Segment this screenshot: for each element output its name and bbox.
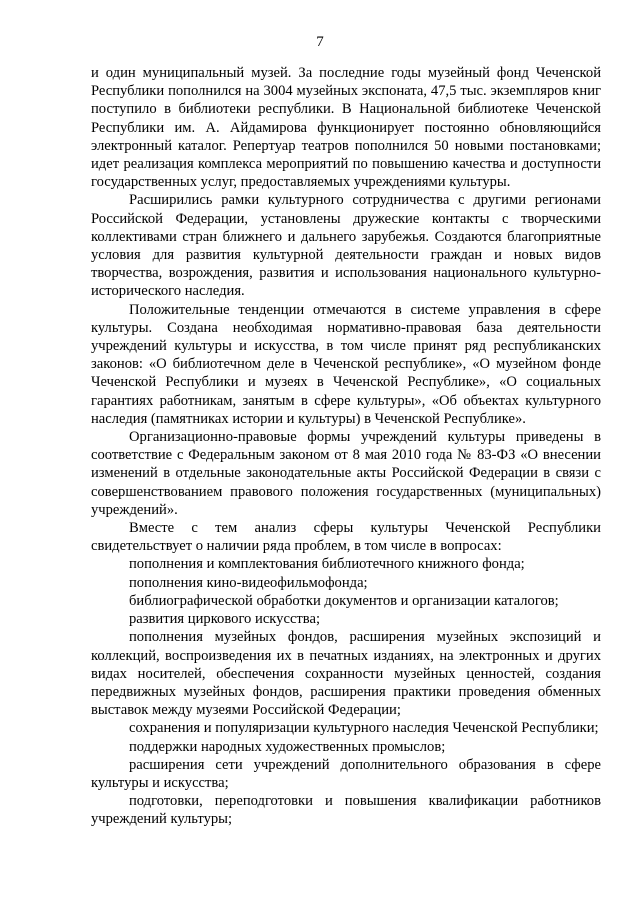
list-item-heritage: сохранения и популяризации культурного наследия Чеченской Республики; [129, 720, 599, 737]
paragraph-management: Положительные тенденции отмечаются в системе управления в сфере культуры. Создана необходимая нормативно-правовая база деятельности учреждений культуры и искусства, в том числе принят ряд республиканских законов: «О библиотечном деле в Чеченской республике», «О музейном фонде Чеченской Республики и музеях в Чеченской Республике», «О социальных гарантиях работникам, занятым в сфере культуры», «Об объектах культурного наследия (памятниках истории и культуры) в Чеченской Республике». [91, 301, 601, 427]
paragraph-problems-intro: Вместе с тем анализ сферы культуры Чеченской Республики свидетельствует о наличии ряда проблем, в том числе в вопросах: [91, 520, 601, 555]
page-number: 7 [316, 34, 324, 50]
paragraph-legal-forms: Организационно-правовые формы учреждений культуры приведены в соответствие с Федеральным законом от 8 мая 2010 года № 83-ФЗ «О внесении изменений в отдельные законодательные акты Российской Федерации в связи с совершенствованием правового положения государственных (муниципальных) учреждений». [91, 429, 601, 518]
document-body [91, 64, 601, 829]
list-item-bibliography: библиографической обработки документов и организации каталогов; [129, 592, 559, 609]
list-item-film-fund: пополнения кино-видеофильмофонда; [129, 574, 368, 591]
list-item-circus: развития циркового искусства; [129, 611, 321, 628]
list-item-folk-crafts: поддержки народных художественных промыслов; [129, 738, 446, 755]
list-item-library-fund: пополнения и комплектования библиотечного книжного фонда; [129, 556, 525, 573]
list-item-museum-funds: пополнения музейных фондов, расширения музейных экспозиций и коллекций, воспроизведения их в печатных изданиях, на электронных и других видах носителей, обеспечения сохранности музейных ценностей, создания передвижных музейных фондов, расширения практики проведения обменных выставок между музеями Российской Федерации; [91, 629, 601, 719]
paragraph-cooperation: Расширились рамки культурного сотрудничества с другими регионами Российской Федерации, установлены дружеские контакты с творческими коллективами стран ближнего и дальнего зарубежья. Создаются благоприятные условия для развития культурной деятельности граждан и новых видов творчества, возрождения, развития и использования национального культурно-исторического наследия. [91, 192, 601, 300]
list-item-staff-training: подготовки, переподготовки и повышения квалификации работников учреждений культуры; [91, 793, 601, 828]
list-item-education-network: расширения сети учреждений дополнительного образования в сфере культуры и искусства; [91, 756, 601, 791]
paragraph-continuation: и один муниципальный музей. За последние годы музейный фонд Чеченской Республики пополнился на 3004 музейных экспоната, 47,5 тыс. экземпляров книг поступило в библиотеки республики. В Национальной библиотеке Чеченской Республики им. А. Айдамирова функционирует постоянно обновляющийся электронный каталог. Репертуар театров пополнился 50 новыми постановками; идет реализация комплекса мероприятий по повышению качества и доступности государственных услуг, предоставляемых учреждениями культуры. [91, 65, 601, 191]
